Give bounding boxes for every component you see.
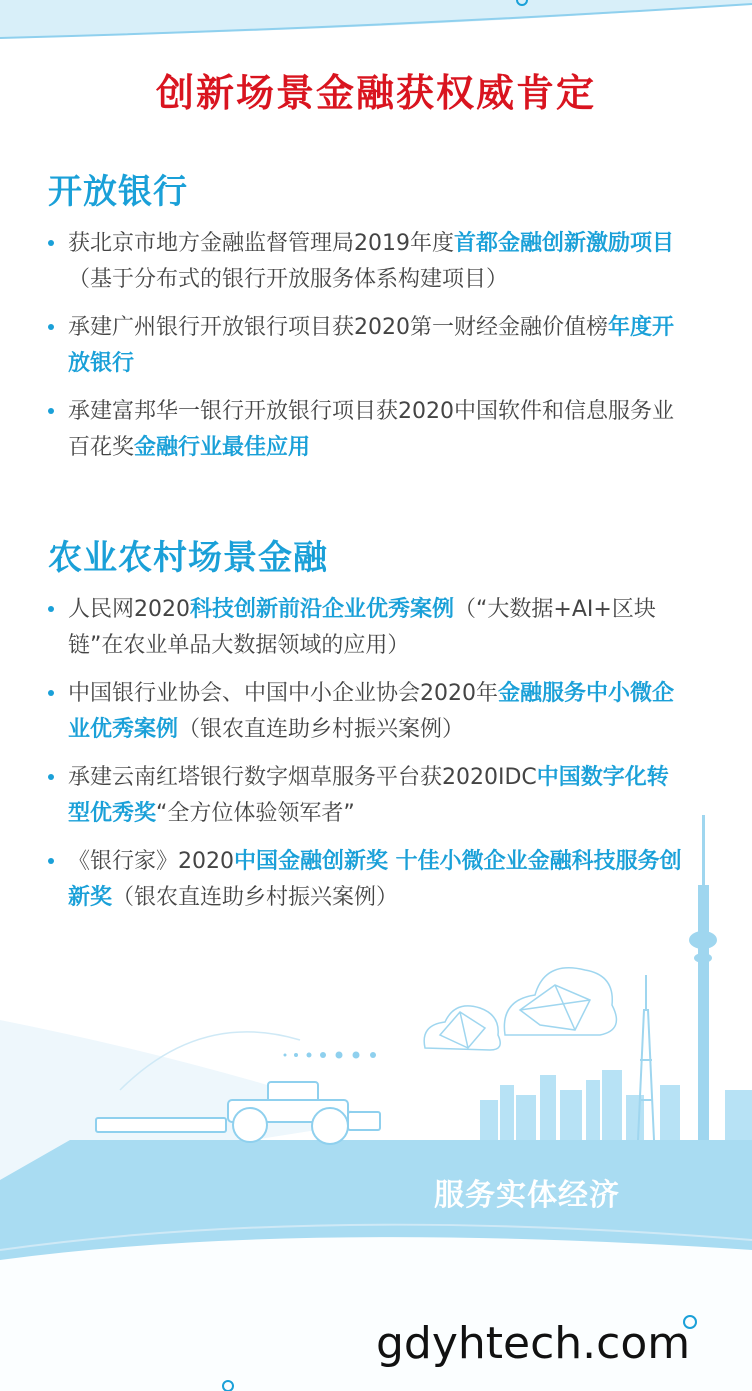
tv-tower-icon xyxy=(689,815,717,1140)
item-note: （银农直连助乡村振兴案例） xyxy=(112,885,399,910)
item-text: 获北京市地方金融监督管理局2019年度 xyxy=(68,231,454,256)
watermark-text: gdyhtech.com xyxy=(376,1318,691,1369)
dots-decoration xyxy=(284,1052,377,1059)
list-item xyxy=(46,310,686,382)
bullet-icon xyxy=(48,240,54,246)
slogan-text: 服务实体经济 xyxy=(434,1178,620,1213)
item-highlight: 金融行业最佳应用 xyxy=(134,435,311,460)
bullet-icon xyxy=(48,606,54,612)
item-note: （基于分布式的银行开放服务体系构建项目） xyxy=(68,267,509,292)
item-highlight: 中国数字化转型优秀奖 xyxy=(68,765,669,826)
city-farm-illustration xyxy=(0,800,752,1391)
list-item xyxy=(46,226,686,298)
bullet-icon xyxy=(48,774,54,780)
skyline-icon xyxy=(480,1070,752,1140)
item-highlight: 金融服务中小微企业优秀案例 xyxy=(68,681,675,742)
item-highlight: 首都金融创新激励项目 xyxy=(454,231,675,256)
list-open-banking xyxy=(46,226,686,466)
item-text: 人民网2020 xyxy=(68,597,190,622)
top-wave-decoration xyxy=(0,0,752,60)
item-highlight: 中国金融创新奖 十佳小微企业金融科技服务创新奖 xyxy=(68,849,682,910)
item-note: （“大数据+AI+区块链”在农业单品大数据领域的应用） xyxy=(68,597,656,658)
item-highlight: 科技创新前沿企业优秀案例 xyxy=(190,597,455,622)
item-text: 承建富邦华一银行开放银行项目获2020中国软件和信息服务业百花奖 xyxy=(68,399,674,460)
item-text: 承建云南红塔银行数字烟草服务平台获2020IDC xyxy=(68,765,537,790)
bullet-icon xyxy=(48,690,54,696)
list-item xyxy=(46,394,686,466)
section-heading-agri-finance: 农业农村场景金融 xyxy=(48,538,328,578)
item-text: 《银行家》2020 xyxy=(68,849,234,874)
item-text: 中国银行业协会、中国中小企业协会2020年 xyxy=(68,681,498,706)
bullet-icon xyxy=(48,408,54,414)
page-title: 创新场景金融获权威肯定 xyxy=(155,71,596,115)
item-text: 承建广州银行开放银行项目获2020第一财经金融价值榜 xyxy=(68,315,608,340)
list-item xyxy=(46,676,686,748)
bullet-icon xyxy=(48,324,54,330)
network-cloud-icon xyxy=(424,968,616,1050)
item-highlight: 年度开放银行 xyxy=(68,315,675,376)
item-note: （银农直连助乡村振兴案例） xyxy=(178,717,465,742)
list-item xyxy=(46,592,686,664)
item-note: “全方位体验领军者” xyxy=(156,801,355,826)
section-heading-open-banking: 开放银行 xyxy=(48,172,188,212)
